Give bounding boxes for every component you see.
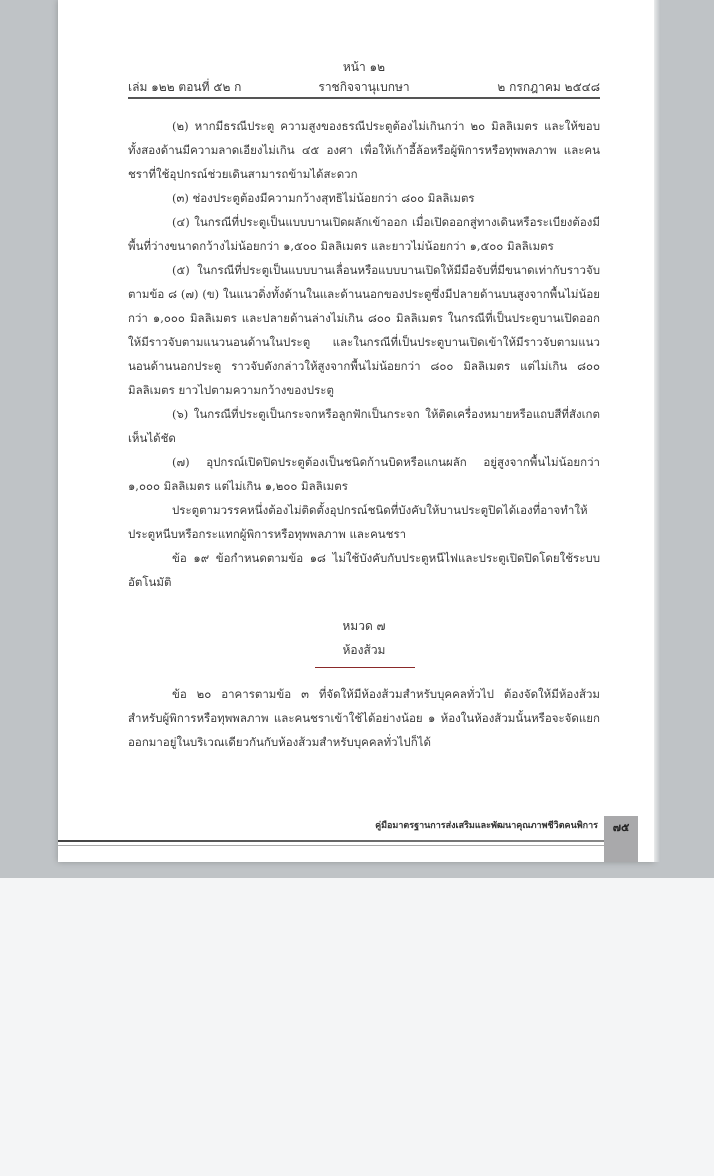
paragraph-glass-door: (๖) ในกรณีที่ประตูเป็นกระจกหรือลูกฟักเป็นกระจก ให้ติดเครื่องหมายหรือแถบสีที่สังเกตเห็นได้ชัด — [128, 407, 600, 445]
paragraph-clause-20: ข้อ ๒๐ อาคารตามข้อ ๓ ที่จัดให้มีห้องส้วมสำหรับบุคคลทั่วไป ต้องจัดให้มีห้องส้วมสำหรับผู้พิการหรือทุพพลภาพ และคนชราเข้าใช้ได้อย่างน้อย ๑ ห้องในห้องส้วมนั้นหรือจะจัดแยกออกมาอยู่ในบริเวณเดียวกันกับห้องส้วมสำหรับบุคคลทั่วไปก็ได้ — [128, 687, 600, 749]
header-page-number: หน้า ๑๒ — [342, 60, 386, 74]
footer-divider — [58, 840, 604, 842]
chapter-title: ห้องส้วม — [342, 643, 386, 657]
page-header — [128, 58, 600, 98]
paragraph-threshold: (๒) หากมีธรณีประตู ความสูงของธรณีประตูต้องไม่เกินกว่า ๒๐ มิลลิเมตร และให้ขอบทั้งสองด้านมีความลาดเอียงไม่เกิน ๔๕ องศา เพื่อให้เก้าอี้ล้อหรือผู้พิการหรือทุพพลภาพ และคนชราที่ใช้อุปกรณ์ช่วยเดินสามารถข้ามได้สะดวก — [128, 119, 600, 181]
footer-divider-thin — [58, 845, 604, 846]
header-divider — [128, 97, 600, 99]
paragraph-auto-closer: ประตูตามวรรคหนึ่งต้องไม่ติดตั้งอุปกรณ์ชนิดที่บังคับให้บานประตูปิดได้เองที่อาจทำให้ประตูหนีบหรือกระแทกผู้พิการหรือทุพพลภาพ และคนชรา — [128, 503, 588, 541]
chapter-divider — [315, 667, 415, 668]
paragraph-door-width: (๓) ช่องประตูต้องมีความกว้างสุทธิไม่น้อยกว่า ๘๐๐ มิลลิเมตร — [172, 191, 475, 205]
footer-page-number: ๗๕ — [612, 821, 630, 834]
footer-book-title: คู่มือมาตรฐานการส่งเสริมและพัฒนาคุณภาพชีวิตคนพิการ — [375, 821, 598, 831]
chapter-heading-block — [128, 614, 600, 662]
header-date: ๒ กรกฎาคม ๒๕๔๘ — [497, 80, 600, 94]
paragraph-handles: (๕) ในกรณีที่ประตูเป็นแบบบานเลื่อนหรือแบบบานเปิดให้มีมือจับที่มีขนาดเท่ากับราวจับตามข้อ ๘ (๗) (ข) ในแนวดิ่งทั้งด้านในและด้านนอกของประตูซึ่งมีปลายด้านบนสูงจากพื้นไม่น้อยกว่า ๑,๐๐๐ มิลลิเมตร และปลายด้านล่างไม่เกิน ๘๐๐ มิลลิเมตร ในกรณีที่เป็นประตูบานเปิดออกให้มีราวจับตามแนวนอนด้านในประตู และในกรณีที่เป็นประตูบานเปิดเข้าให้มีราวจับตามแนวนอนด้านนอกประตู ราวจับดังกล่าวให้สูงจากพื้นไม่น้อยกว่า ๘๐๐ มิลลิเมตร แต่ไม่เกิน ๘๐๐ มิลลิเมตร ยาวไปตามความกว้างของประตู — [128, 263, 600, 397]
chapter-heading: หมวด ๗ — [342, 619, 386, 633]
header-gazette: ราชกิจจานุเบกษา — [318, 80, 410, 94]
page-edge — [654, 0, 660, 862]
paragraph-clause-19: ข้อ ๑๙ ข้อกำหนดตามข้อ ๑๘ ไม่ใช้บังคับกับประตูหนีไฟและประตูเปิดปิดโดยใช้ระบบอัตโนมัติ — [128, 551, 600, 589]
header-volume: เล่ม ๑๒๒ ตอนที่ ๕๒ ก — [128, 80, 242, 94]
body-text — [128, 114, 600, 594]
paragraph-swing-door: (๔) ในกรณีที่ประตูเป็นแบบบานเปิดผลักเข้าออก เมื่อเปิดออกสู่ทางเดินหรือระเบียงต้องมีพื้นที่ว่างขนาดกว้างไม่น้อยกว่า ๑,๕๐๐ มิลลิเมตร และยาวไม่น้อยกว่า ๑,๕๐๐ มิลลิเมตร — [128, 215, 600, 253]
paragraph-door-hardware: (๗) อุปกรณ์เปิดปิดประตูต้องเป็นชนิดก้านบิดหรือแกนผลัก อยู่สูงจากพื้นไม่น้อยกว่า ๑,๐๐๐ มิลลิเมตร แต่ไม่เกิน ๑,๒๐๐ มิลลิเมตร — [128, 455, 600, 493]
chapter-body — [128, 682, 600, 754]
